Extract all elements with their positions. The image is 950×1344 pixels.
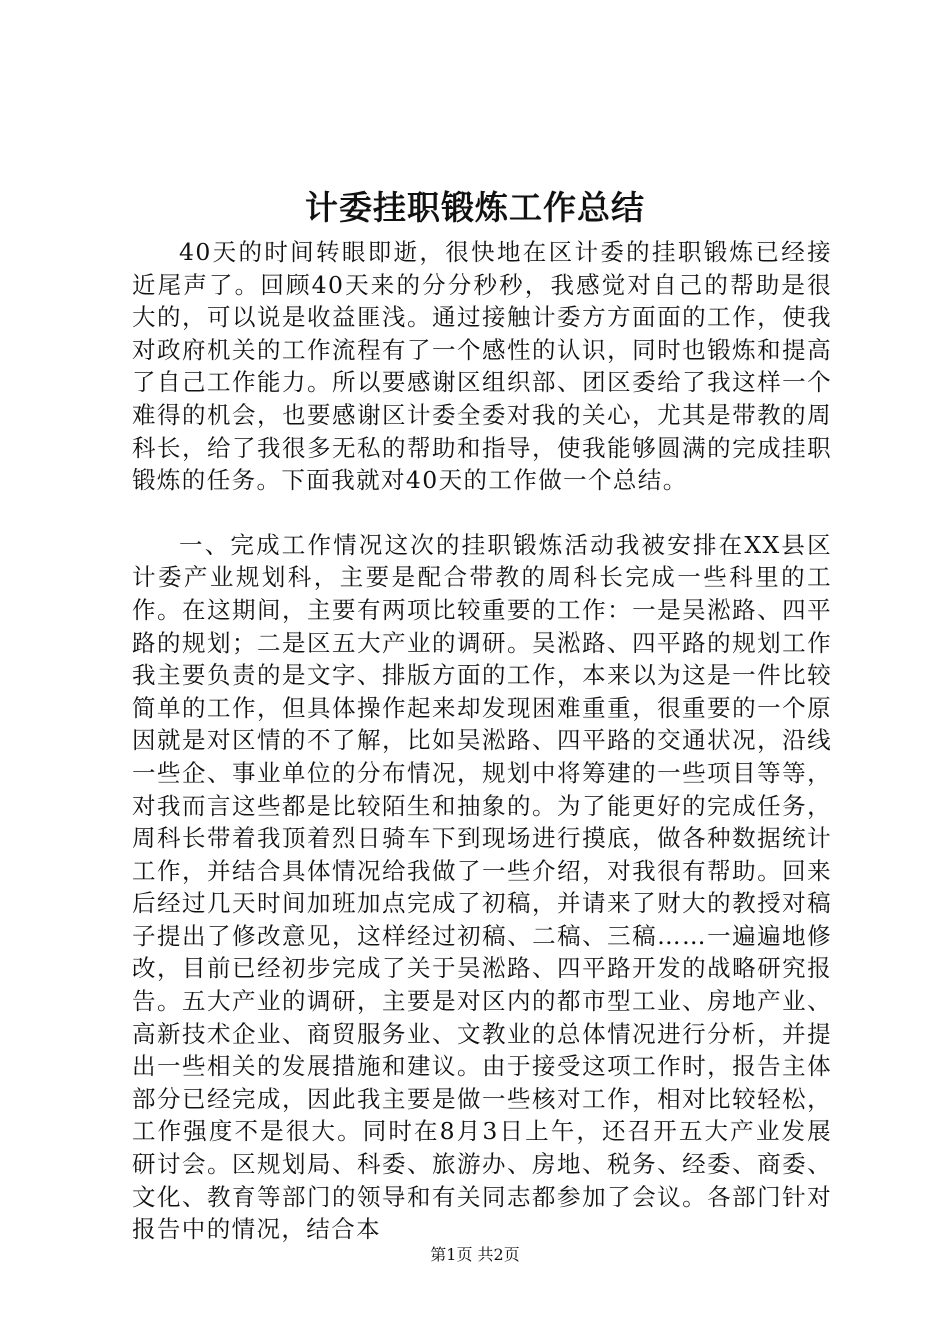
document-body <box>132 236 832 1246</box>
document-title: 计委挂职锻炼工作总结 <box>305 188 645 227</box>
paragraph-work-summary: 一、完成工作情况这次的挂职锻炼活动我被安排在XX县区计委产业规划科，主要是配合带教的周科长完成一些科里的工作。在这期间，主要有两项比较重要的工作：一是吴淞路、四平路的规划；二是区五大产业的调研。吴淞路、四平路的规划工作我主要负责的是文字、排版方面的工作，本来以为这是一件比较简单的工作，但具体操作起来却发现困难重重，很重要的一个原因就是对区情的不了解，比如吴淞路、四平路的交通状况，沿线一些企、事业单位的分布情况，规划中将筹建的一些项目等等，对我而言这些都是比较陌生和抽象的。为了能更好的完成任务，周科长带着我顶着烈日骑车下到现场进行摸底，做各种数据统计工作，并结合具体情况给我做了一些介绍，对我很有帮助。回来后经过几天时间加班加点完成了初稿，并请来了财大的教授对稿子提出了修改意见，这样经过初稿、二稿、三稿……一遍遍地修改，目前已经初步完成了关于吴淞路、四平路开发的战略研究报告。五大产业的调研，主要是对区内的都市型工业、房地产业、高新技术企业、商贸服务业、文教业的总体情况进行分析，并提出一些相关的发展措施和建议。由于接受这项工作时，报告主体部分已经完成，因此我主要是做一些核对工作，相对比较轻松，工作强度不是很大。同时在8月3日上午，还召开五大产业发展研讨会。区规划局、科委、旅游办、房地、税务、经委、商委、文化、教育等部门的领导和有关同志都参加了会议。各部门针对报告中的情况，结合本 <box>132 530 832 1244</box>
paragraph-intro: 40天的时间转眼即逝，很快地在区计委的挂职锻炼已经接近尾声了。回顾40天来的分分秒秒，我感觉对自己的帮助是很大的，可以说是收益匪浅。通过接触计委方方面面的工作，使我对政府机关的工作流程有了一个感性的认识，同时也锻炼和提高了自己工作能力。所以要感谢区组织部、团区委给了我这样一个难得的机会，也要感谢区计委全委对我的关心，尤其是带教的周科长，给了我很多无私的帮助和指导，使我能够圆满的完成挂职锻炼的任务。下面我就对40天的工作做一个总结。 <box>132 238 832 495</box>
page-number-footer: 第1页 共2页 <box>430 1245 520 1264</box>
